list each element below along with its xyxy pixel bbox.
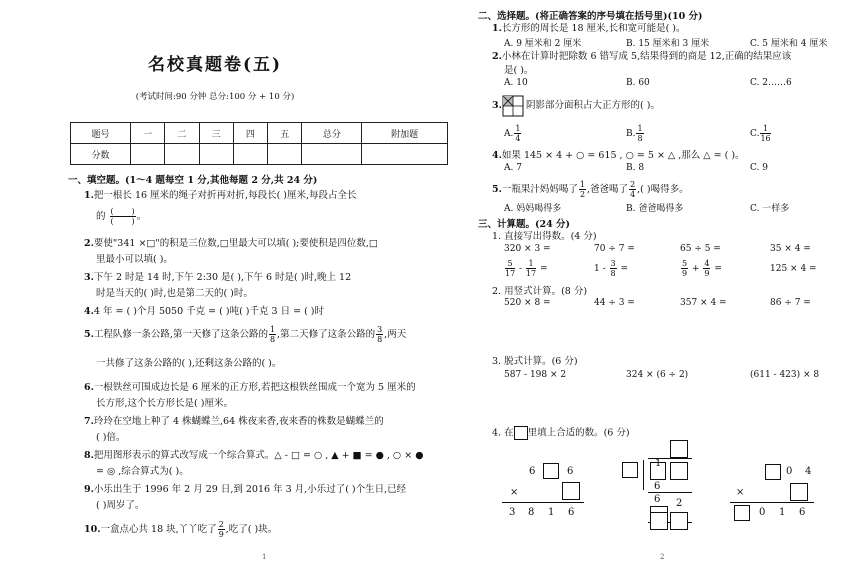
choice-1 (492, 22, 686, 35)
question-text: 一盒点心共 18 块,丫丫吃了 (100, 524, 217, 535)
puzzle-digit: 1 (548, 507, 555, 518)
answer-box[interactable] (562, 482, 580, 500)
fraction-two-fourths: $\frac{2}{4}$ (630, 180, 636, 199)
question-text: 4 年 = ( )个月 5050 千克 = ( )吨( )千克 3 日 = ( )时 (93, 306, 325, 317)
question-6 (84, 381, 416, 394)
calc-2-title: 2. 用竖式计算。(8 分) (492, 286, 588, 297)
calc-3-title: 3. 脱式计算。(6 分) (492, 356, 578, 367)
fraction-two-ninths: $\frac{2}{9}$ (218, 520, 224, 539)
score-table-header-row (71, 123, 448, 144)
question-number: 1. (84, 190, 94, 201)
question-number: 6. (84, 382, 94, 393)
question-3-line2: 时是当天的( )时,也是第二天的( )时。 (96, 288, 253, 299)
score-table (70, 122, 448, 165)
question-text: ,( )喝得多。 (637, 184, 689, 195)
option-a: A. $\frac{1}{4}$ (504, 124, 521, 143)
question-number: 5. (492, 184, 502, 195)
section-calc-heading: 三、计算题。(24 分) (478, 219, 571, 230)
calc-1-title: 1. 直接写出得数。(4 分) (492, 231, 597, 242)
option-c: C. 一样多 (750, 204, 790, 214)
question-text: 把一根长 16 厘米的绳子对折再对折,每段长( )厘米,每段占全长 (93, 190, 357, 201)
score-cell (268, 144, 302, 165)
score-cell (199, 144, 233, 165)
stepwise-calc-item: 587 - 198 × 2 (504, 370, 567, 380)
division-bracket (643, 460, 644, 490)
question-text: 把用图形表示的算式改写成一个综合算式。△ - □ = ○ , ▲ + ■ = ● , ○ × ● (93, 450, 424, 461)
answer-box[interactable] (622, 462, 638, 478)
question-text: 如果 145 × 4 + ○ = 615 , ○ = 5 × △ ,那么 △ = ( )。 (501, 150, 745, 161)
subtract-line (648, 492, 692, 493)
option-b: B. 8 (626, 163, 645, 173)
calc-item: $\frac{5}{17}$ - $\frac{1}{17}$ = (505, 259, 548, 278)
puzzle-digit: 0 (786, 466, 793, 477)
question-text: ,第二天修了这条公路的 (277, 329, 376, 340)
puzzle-digit: 6 (799, 507, 806, 518)
answer-box[interactable] (670, 440, 688, 458)
question-7-line2: ( )倍。 (96, 432, 126, 443)
puzzle-digit: 6 (529, 466, 536, 477)
puzzle-digit: 4 (805, 466, 812, 477)
question-number: 7. (84, 416, 94, 427)
score-header-cell: 总分 (302, 123, 362, 144)
exam-title: 名校真题卷(五) (147, 55, 283, 75)
option-c: C. 2……6 (750, 78, 792, 88)
question-text: 工程队修一条公路,第一天修了这条公路的 (93, 329, 268, 340)
right-page (430, 0, 860, 570)
answer-box[interactable] (650, 512, 668, 530)
question-7 (84, 415, 384, 428)
blank-fraction: $\frac{( )}{( )}$ (110, 207, 135, 226)
question-number: 3. (84, 272, 94, 283)
question-text: ,吃了( )块。 (225, 524, 278, 535)
empty-box-icon (514, 426, 528, 440)
option-c: C. $\frac{1}{16}$ (750, 124, 771, 143)
option-b: B. $\frac{1}{8}$ (626, 124, 643, 143)
choice-4 (492, 149, 745, 162)
question-8 (84, 449, 424, 462)
score-header-cell: 四 (233, 123, 267, 144)
times-sign: × (736, 487, 745, 498)
question-number: 1. (492, 23, 502, 34)
section-choice-heading: 二、选择题。(将正确答案的序号填在括号里)(10 分) (478, 11, 703, 22)
option-b: B. 爸爸喝得多 (626, 204, 684, 214)
calc-4-title: 4. 在 里填上合适的数。(6 分) (492, 427, 630, 439)
calc-item: 35 × 4 = (770, 244, 811, 254)
option-b: B. 60 (626, 78, 650, 88)
option-a: A. 7 (504, 163, 522, 173)
vertical-calc-item: 357 × 4 = (680, 298, 727, 308)
answer-box[interactable] (670, 512, 688, 530)
vertical-calc-item: 44 ÷ 3 = (594, 298, 635, 308)
question-number: 5. (84, 329, 94, 340)
question-text: 一瓶果汁妈妈喝了 (501, 184, 578, 195)
question-9-line2: ( )周岁了。 (96, 500, 145, 511)
fraction-one-eighth: $\frac{1}{8}$ (269, 325, 276, 344)
question-text: ,爸爸喝了 (587, 184, 629, 195)
puzzle-digit: 0 (759, 507, 766, 518)
option-a: A. 妈妈喝得多 (504, 204, 562, 214)
calc-item: 1 - $\frac{3}{8}$ = (594, 259, 629, 278)
option-b: B. 15 厘米和 3 厘米 (626, 39, 710, 49)
calc-item: 125 × 4 = (770, 264, 817, 274)
page-number: 2 (660, 553, 665, 561)
calc-item: 70 ÷ 7 = (594, 244, 635, 254)
result-line (502, 502, 584, 503)
puzzle-digit: 6 (654, 481, 661, 492)
option-c: C. 5 厘米和 4 厘米 (750, 39, 828, 49)
puzzle-digit: 6 (568, 507, 575, 518)
puzzle-digit: 8 (528, 507, 535, 518)
question-text: 。 (136, 211, 147, 222)
vertical-calc-item: 520 × 8 = (504, 298, 551, 308)
page-number: 1 (262, 553, 267, 561)
question-9 (84, 483, 406, 496)
question-10 (84, 520, 277, 539)
stepwise-calc-item: 324 × (6 ÷ 2) (626, 370, 689, 380)
question-text: 下午 2 时是 14 时,下午 2:30 是( ),下午 6 时是( )时,晚上 12 (93, 272, 352, 283)
question-number: 4. (84, 306, 94, 317)
question-5-line2: 一共修了这条公路的( ),还剩这条公路的( )。 (96, 358, 282, 369)
answer-box[interactable] (734, 505, 750, 521)
question-5 (84, 325, 406, 344)
section-fill-blank-heading: 一、填空题。(1～4 题每空 1 分,其他每题 2 分,共 24 分) (68, 175, 318, 186)
question-number: 3. (492, 100, 502, 111)
puzzle-digit: 3 (509, 507, 516, 518)
question-text: ,两天 (384, 329, 407, 340)
question-8-line2: = ◎ ,综合算式为( )。 (96, 466, 189, 477)
stepwise-calc-item: (611 - 423) × 8 (750, 370, 820, 380)
question-text: 一根铁丝可围成边长是 6 厘米的正方形,若把这根铁丝围成一个宽为 5 厘米的 (93, 382, 416, 393)
puzzle-digit: 2 (676, 498, 683, 509)
question-2 (84, 237, 378, 250)
question-3 (84, 271, 351, 284)
question-6-line2: 长方形,这个长方形长是( )厘米。 (96, 398, 233, 409)
question-text: 小乐出生于 1996 年 2 月 29 日,到 2016 年 3 月,小乐过了( )个生日,已经 (93, 484, 407, 495)
question-text: 的 (96, 211, 106, 222)
score-header-cell: 一 (130, 123, 164, 144)
question-text: 要使"341 ×□"的积是三位数,□里最大可以填( );要使积是四位数,□ (93, 238, 378, 249)
question-number: 9. (84, 484, 94, 495)
puzzle-digit: 6 (567, 466, 574, 477)
question-number: 2. (84, 238, 94, 249)
answer-box[interactable] (765, 464, 781, 480)
shaded-square-figure (502, 95, 524, 117)
exam-info: (考试时间:90 分钟 总分:100 分 + 10 分) (135, 92, 295, 102)
calc-item: 65 ÷ 5 = (680, 244, 721, 254)
option-c: C. 9 (750, 163, 769, 173)
question-1 (84, 189, 357, 202)
puzzle-digit: 1 (779, 507, 786, 518)
question-text: 长方形的周长是 18 厘米,长和宽可能是( )。 (501, 23, 686, 34)
choice-3-text: 阴影部分面积占大正方形的( )。 (526, 100, 660, 111)
question-text: 小林在计算时把除数 6 错写成 5,结果得到的商是 12,正确的结果应该 (501, 51, 792, 62)
result-line (730, 502, 814, 503)
question-1-line2 (96, 207, 146, 226)
score-header-cell: 附加题 (362, 123, 448, 144)
puzzle-digit: 6 (654, 494, 661, 505)
times-sign: × (510, 487, 519, 498)
puzzle-digit: 1 (655, 458, 662, 469)
score-row-label: 分数 (71, 144, 131, 165)
score-header-cell: 二 (165, 123, 199, 144)
choice-2-line2: 是( )。 (504, 65, 534, 76)
question-2-line2: 里最小可以填( )。 (96, 254, 173, 265)
calc-item: $\frac{5}{9}$ + $\frac{4}{9}$ = (682, 259, 722, 278)
score-table-score-row (71, 144, 448, 165)
option-a: A. 10 (504, 78, 528, 88)
score-cell (165, 144, 199, 165)
question-4 (84, 305, 324, 318)
score-header-cell: 三 (199, 123, 233, 144)
score-cell (233, 144, 267, 165)
choice-2 (492, 50, 791, 63)
fraction-one-half: $\frac{1}{2}$ (579, 180, 586, 199)
question-text: 玲玲在空地上种了 4 株蝴蝶兰,64 株夜来香,夜来香的株数是蝴蝶兰的 (93, 416, 384, 427)
choice-3 (492, 99, 502, 112)
question-number: 4. (492, 150, 502, 161)
score-header-cell: 五 (268, 123, 302, 144)
score-header-cell: 题号 (71, 123, 131, 144)
question-number: 2. (492, 51, 502, 62)
calc-item: 320 × 3 = (504, 244, 551, 254)
score-cell (302, 144, 362, 165)
answer-box[interactable] (543, 463, 559, 479)
choice-5 (492, 180, 689, 199)
score-cell (130, 144, 164, 165)
option-a: A. 9 厘米和 2 厘米 (504, 39, 582, 49)
fraction-three-eighths: $\frac{3}{8}$ (377, 325, 383, 344)
question-number: 10. (84, 524, 101, 535)
answer-box[interactable] (790, 483, 808, 501)
vertical-calc-item: 86 ÷ 7 = (770, 298, 811, 308)
question-number: 8. (84, 450, 94, 461)
answer-box[interactable] (670, 462, 688, 480)
